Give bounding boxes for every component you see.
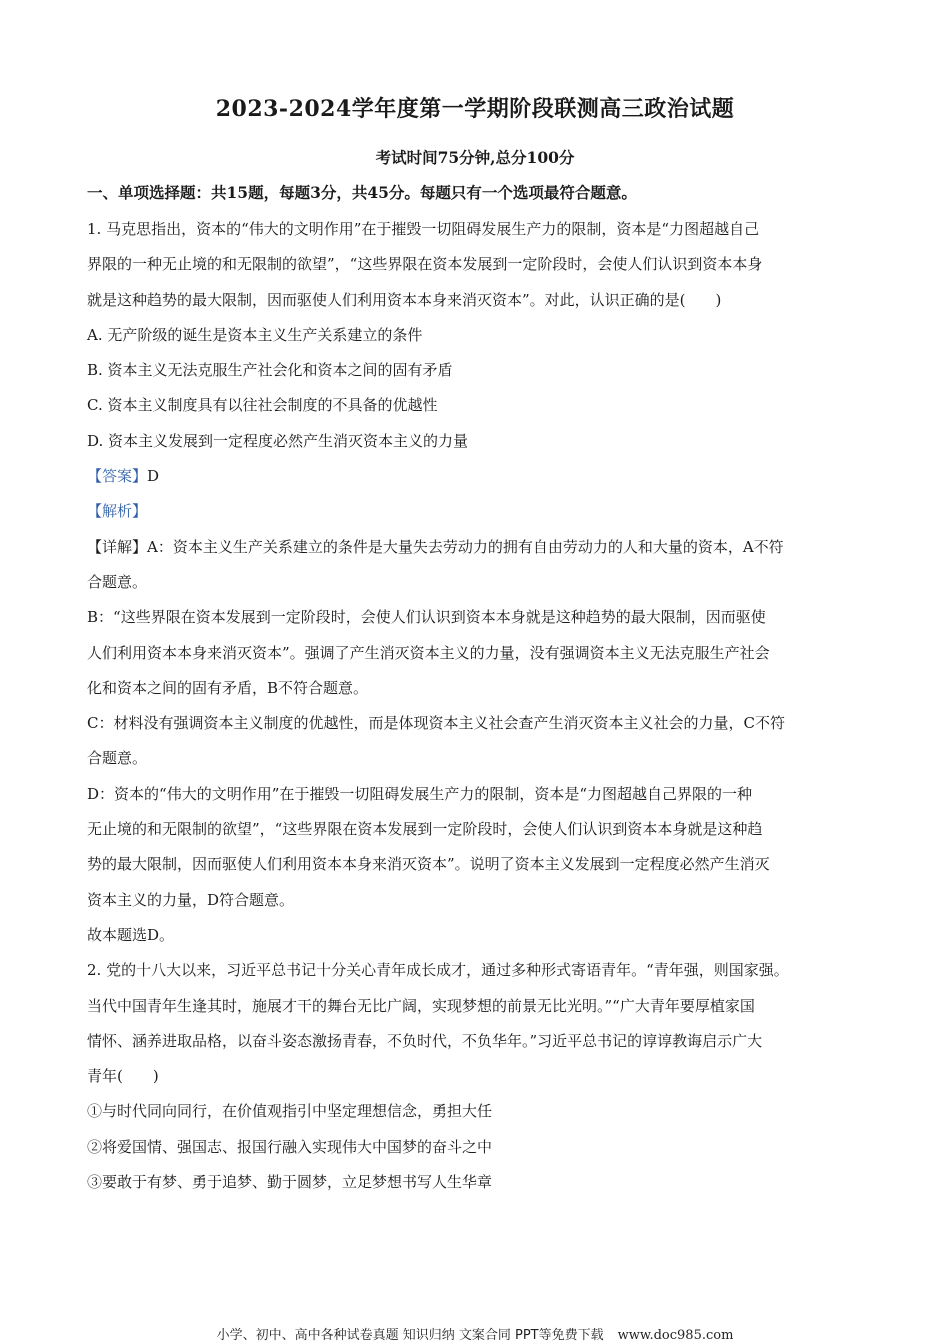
page-footer — [0, 1324, 950, 1343]
exam-info: 考试时间75分钟,总分100分 — [375, 148, 575, 167]
section-heading: 一、单项选择题：共15题，每题3分，共45分。每题只有一个选项最符合题意。 — [87, 183, 637, 202]
explanation-line: 合题意。 — [87, 572, 148, 591]
question-1-option-a: A. 无产阶级的诞生是资本主义生产关系建立的条件 — [87, 325, 423, 344]
explanation-line: 化和资本之间的固有矛盾，B不符合题意。 — [87, 678, 369, 697]
document-body — [87, 212, 887, 1200]
explanation-line: B：“这些界限在资本发展到一定阶段时，会使人们认识到资本本身就是这种趋势的最大限制，因而驱使 — [87, 608, 766, 627]
question-2-stem-line: 当代中国青年生逢其时，施展才干的舞台无比广阔，实现梦想的前景无比光明。”“广大青年要厚植家国 — [87, 996, 755, 1015]
explanation-line: C：材料没有强调资本主义制度的优越性，而是体现资本主义社会查产生消灭资本主义社会的力量，C不符 — [87, 714, 785, 733]
explanation-text: A：资本主义生产关系建立的条件是大量失去劳动力的拥有自由劳动力的人和大量的资本，A不符 — [147, 537, 784, 556]
explanation-line — [87, 530, 887, 565]
question-1-option-b: B. 资本主义无法克服生产社会化和资本之间的固有矛盾 — [87, 361, 453, 380]
question-1-option-d: D. 资本主义发展到一定程度必然产生消灭资本主义的力量 — [87, 431, 469, 450]
question-2-item-3: ③要敢于有梦、勇于追梦、勤于圆梦，立足梦想书写人生华章 — [87, 1173, 493, 1192]
explanation-line: 合题意。 — [87, 749, 148, 768]
answer-value: D — [147, 467, 160, 486]
conclusion-line: 故本题选D。 — [87, 925, 175, 944]
explanation-line: 资本主义的力量，D符合题意。 — [87, 890, 295, 909]
detail-tag: 【详解】 — [87, 537, 148, 556]
question-1-option-c: C. 资本主义制度具有以往社会制度的不具备的优越性 — [87, 396, 438, 415]
question-1-stem-line: 界限的一种无止境的和无限制的欲望”，“这些界限在资本发展到一定阶段时，会使人们认识到资本本身 — [87, 255, 763, 274]
answer-line — [87, 459, 887, 494]
explanation-line: D：资本的“伟大的文明作用”在于摧毁一切阻碍发展生产力的限制，资本是“力图超越自己界限的一种 — [87, 784, 753, 803]
answer-tag: 【答案】 — [87, 467, 148, 486]
question-2-stem-line: 2. 党的十八大以来，习近平总书记十分关心青年成长成才，通过多种形式寄语青年。“青年强，则国家强。 — [87, 961, 789, 980]
question-2-item-1: ①与时代同向同行，在价值观指引中坚定理想信念，勇担大任 — [87, 1102, 493, 1121]
analysis-line — [87, 494, 887, 529]
question-1-stem-line: 1. 马克思指出，资本的“伟大的文明作用”在于摧毁一切阻碍发展生产力的限制，资本是“力图超越自己 — [87, 220, 760, 238]
footer-link[interactable]: www.doc985.com — [617, 1328, 734, 1343]
question-2-stem-line: 青年( ) — [87, 1067, 159, 1086]
explanation-line: 无止境的和无限制的欲望”，“这些界限在资本发展到一定阶段时，会使人们认识到资本本身就是这种趋 — [87, 820, 763, 839]
question-2-stem-line: 情怀、涵养进取品格，以奋斗姿态激扬青春，不负时代，不负华年。”习近平总书记的谆谆教诲启示广大 — [87, 1031, 763, 1050]
analysis-tag: 【解析】 — [87, 502, 148, 521]
explanation-line: 人们利用资本本身来消灭资本”。强调了产生消灭资本主义的力量，没有强调资本主义无法克服生产社会 — [87, 643, 770, 662]
footer-text: 小学、初中、高中各种试卷真题 知识归纳 文案合同 PPT等免费下载 — [216, 1328, 604, 1343]
explanation-line: 势的最大限制，因而驱使人们利用资本本身来消灭资本”。说明了资本主义发展到一定程度必然产生消灭 — [87, 855, 770, 874]
question-1-stem-line: 就是这种趋势的最大限制，因而驱使人们利用资本本身来消灭资本”。对此，认识正确的是( ) — [87, 290, 722, 309]
document-title: 2023-2024学年度第一学期阶段联测高三政治试题 — [215, 96, 735, 122]
question-2-item-2: ②将爱国情、强国志、报国行融入实现伟大中国梦的奋斗之中 — [87, 1137, 493, 1156]
